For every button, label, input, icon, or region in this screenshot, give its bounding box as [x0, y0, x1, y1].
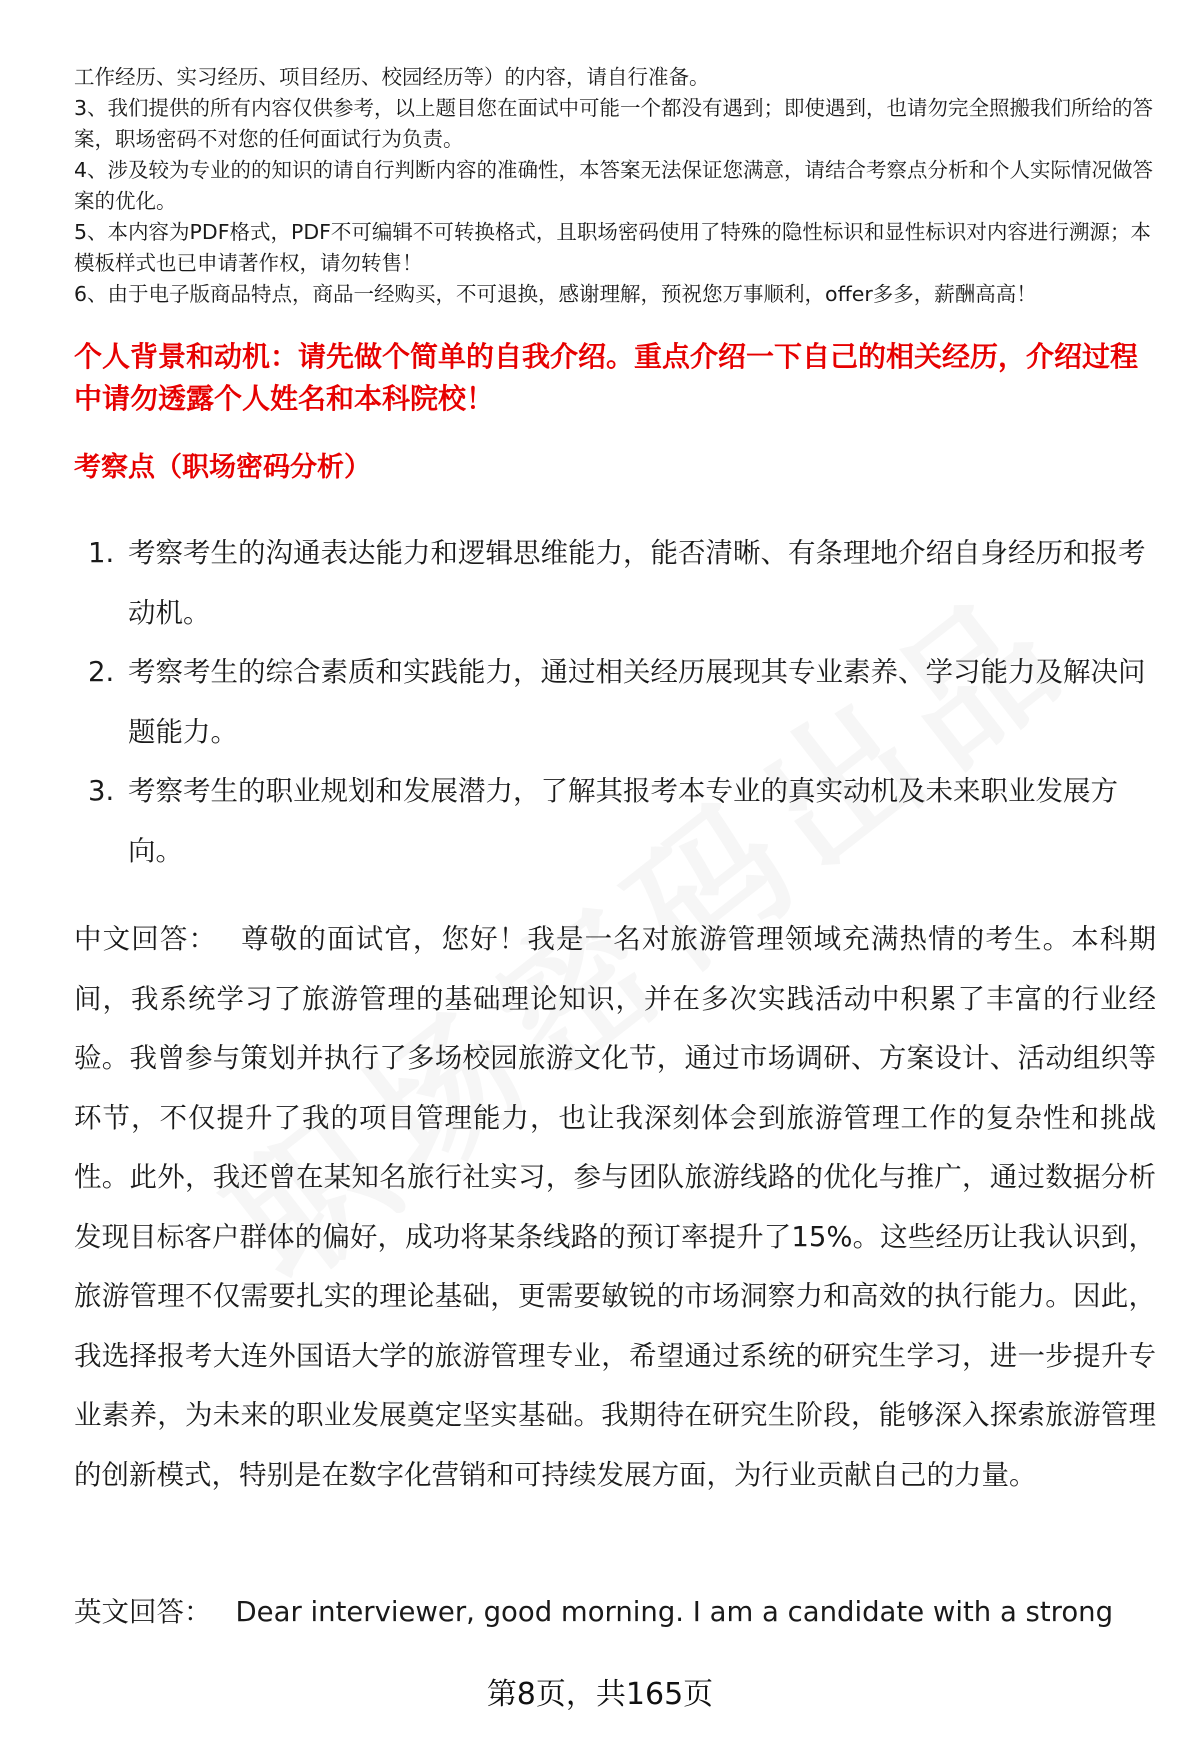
notice-line: 5、本内容为PDF格式，PDF不可编辑不可转换格式，且职场密码使用了特殊的隐性标识和显性标识对内容进行溯源；本模板样式也已申请著作权，请勿转售！ [74, 220, 1151, 275]
list-item [74, 643, 1154, 762]
list-item [74, 762, 1154, 881]
chinese-answer-label: 中文回答： [74, 923, 218, 955]
notice-line: 工作经历、实习经历、项目经历、校园经历等）的内容，请自行准备。 [74, 65, 710, 89]
list-text: 考察考生的沟通表达能力和逻辑思维能力，能否清晰、有条理地介绍自身经历和报考动机。 [128, 537, 1146, 629]
english-answer [74, 1592, 1156, 1632]
english-answer-label: 英文回答： [74, 1596, 212, 1628]
list-item [74, 524, 1154, 643]
notice-list [74, 62, 1154, 310]
analysis-heading: 考察点（职场密码分析） [74, 452, 371, 483]
english-answer-text: Dear interviewer, good morning. I am a candidate with a strong [235, 1596, 1114, 1628]
page-number: 第8页，共165页 [486, 1677, 714, 1712]
list-number: 3. [88, 775, 115, 807]
chinese-answer [74, 910, 1156, 1505]
notice-line: 6、由于电子版商品特点，商品一经购买，不可退换，感谢理解，预祝您万事顺利，offer多多，薪酬高高！ [74, 282, 1037, 306]
list-number: 2. [88, 656, 115, 688]
notice-line: 3、我们提供的所有内容仅供参考，以上题目您在面试中可能一个都没有遇到；即使遇到，也请勿完全照搬我们所给的答案，职场密码不对您的任何面试行为负责。 [74, 96, 1154, 151]
list-text: 考察考生的职业规划和发展潜力，了解其报考本专业的真实动机及未来职业发展方向。 [128, 775, 1118, 867]
chinese-answer-text: 尊敬的面试官，您好！我是一名对旅游管理领域充满热情的考生。本科期间，我系统学习了旅游管理的基础理论知识，并在多次实践活动中积累了丰富的行业经验。我曾参与策划并执行了多场校园旅游文化节，通过市场调研、方案设计、活动组织等环节，不仅提升了我的项目管理能力，也让我深刻体会到旅游管理工作的复杂性和挑战性。此外，我还曾在某知名旅行社实习，参与团队旅游线路的优化与推广，通过数据分析发现目标客户群体的偏好，成功将某条线路的预订率提升了15%。这些经历让我认识到，旅游管理不仅需要扎实的理论基础，更需要敏锐的市场洞察力和高效的执行能力。因此，我选择报考大连外国语大学的旅游管理专业，希望通过系统的研究生学习，进一步提升专业素养，为未来的职业发展奠定坚实基础。我期待在研究生阶段，能够深入探索旅游管理的创新模式，特别是在数字化营销和可持续发展方面，为行业贡献自己的力量。 [74, 923, 1156, 1491]
list-text: 考察考生的综合素质和实践能力，通过相关经历展现其专业素养、学习能力及解决问题能力。 [128, 656, 1146, 748]
list-number: 1. [88, 537, 115, 569]
analysis-points [74, 524, 1154, 881]
question-heading: 个人背景和动机：请先做个简单的自我介绍。重点介绍一下自己的相关经历，介绍过程中请勿透露个人姓名和本科院校！ [74, 340, 1139, 415]
notice-line: 4、涉及较为专业的的知识的请自行判断内容的准确性，本答案无法保证您满意，请结合考察点分析和个人实际情况做答案的优化。 [74, 158, 1154, 213]
